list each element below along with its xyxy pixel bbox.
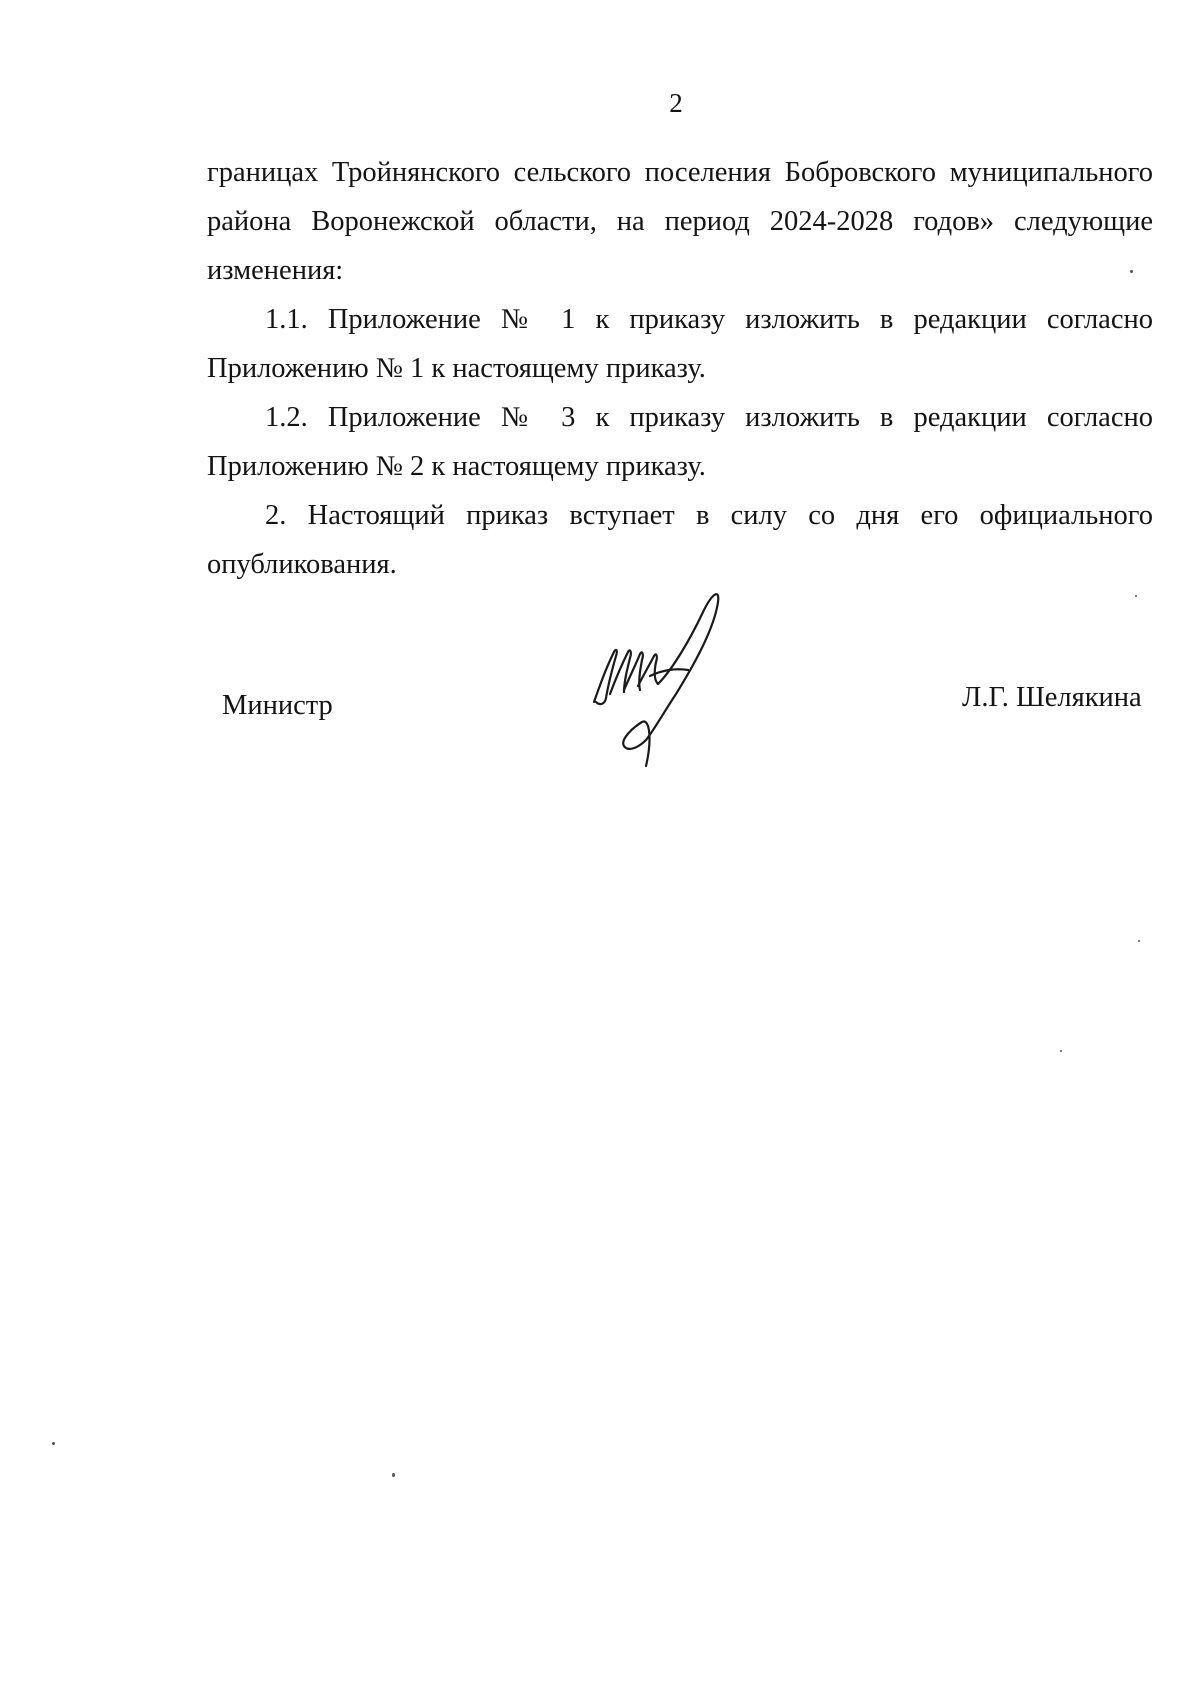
scan-speck [1135, 595, 1137, 597]
page-number: 2 [669, 88, 683, 118]
handwritten-signature-icon [580, 590, 740, 770]
scan-speck [1138, 940, 1140, 942]
scan-speck [1060, 1050, 1062, 1052]
document-body [207, 148, 1153, 589]
paragraph-item-1-2: 1.2. Приложение № 3 к приказу изложить в редакции согласно Приложению № 2 к настоящему приказу. [207, 402, 1153, 482]
scan-speck [52, 1442, 55, 1445]
signer-name: Л.Г. Шелякина [962, 682, 1142, 713]
paragraph-intro-continuation: границах Тройнянского сельского поселения Бобровского муниципального района Воронежской области, на период 2024-2028 годов» следующие изменения: [207, 157, 1153, 286]
paragraph-item-1-1: 1.1. Приложение № 1 к приказу изложить в редакции согласно Приложению № 1 к настоящему приказу. [207, 304, 1153, 384]
signature-block [0, 590, 1200, 780]
signer-position-title: Министр [222, 690, 333, 721]
scan-speck [392, 1473, 395, 1477]
scan-speck [1130, 270, 1133, 273]
paragraph-item-2: 2. Настоящий приказ вступает в силу со дня его официального опубликования. [207, 500, 1153, 580]
